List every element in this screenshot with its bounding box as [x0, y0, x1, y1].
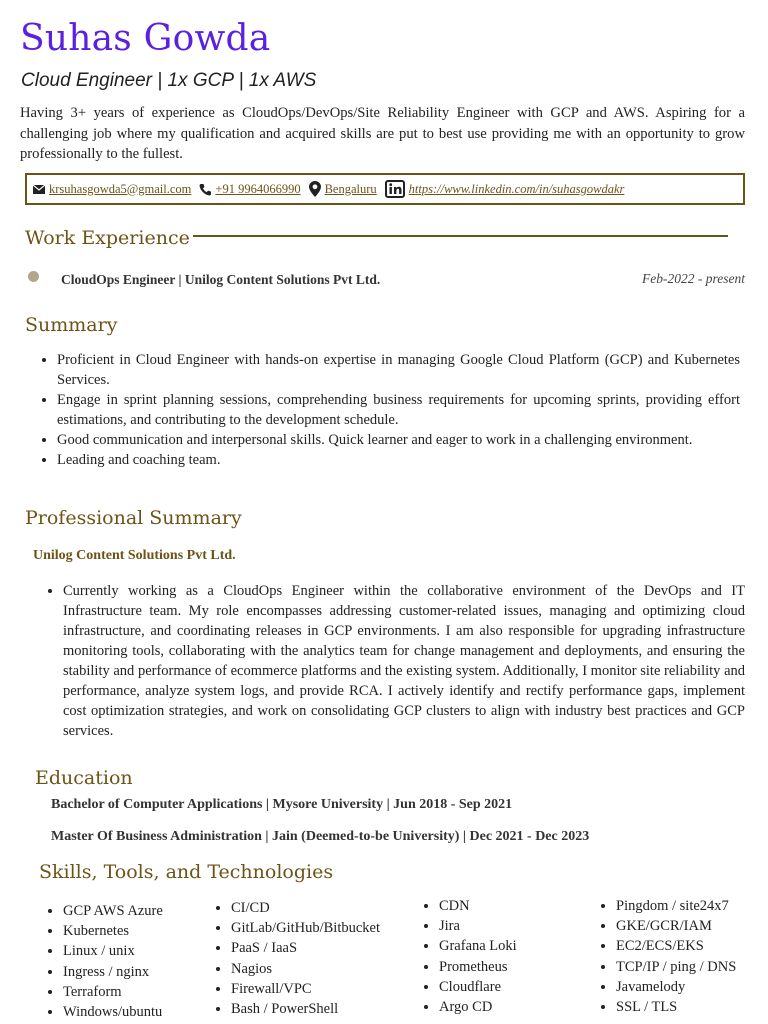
skill-item: • Ingress / nginx	[63, 962, 163, 982]
candidate-name: Suhas Gowda	[20, 18, 271, 59]
skill-item: • Firewall/VPC	[231, 979, 380, 999]
skill-item: • Windows/ubuntu	[63, 1002, 163, 1022]
skill-item: • Linux / unix	[63, 941, 163, 961]
skill-item: • CI/CD	[231, 898, 380, 918]
linkedin-icon	[385, 180, 405, 198]
skill-item: • EC2/ECS/EKS	[616, 936, 736, 956]
company-name: Unilog Content Solutions Pvt Ltd.	[33, 548, 236, 563]
intro-paragraph: Having 3+ years of experience as CloudOps/DevOps/Site Reliability Engineer with GCP and AWS. Aspiring for a challenging job where my qualification and acquired skills are put to best use providing me with an opportunity to grow professionally to the fullest.	[20, 105, 745, 162]
location-pin-icon	[309, 181, 321, 197]
list-item: • Proficient in Cloud Engineer with hands-on expertise in managing Google Cloud Platform (GCP) and Kubernetes Services.	[57, 350, 740, 390]
skill-item: • TCP/IP / ping / DNS	[616, 957, 736, 977]
skill-item: • GCP AWS Azure	[63, 901, 163, 921]
skill-item: • Argo CD	[439, 997, 517, 1017]
skill-item: • GitLab/GitHub/Bitbucket	[231, 918, 380, 938]
list-item: • Good communication and interpersonal skills. Quick learner and eager to work in a challenging environment.	[57, 430, 740, 450]
email-contact[interactable]	[33, 182, 191, 197]
list-item: • Engage in sprint planning sessions, comprehending business requirements for upcoming sprints, providing effort estimations, and contributing to the development schedule.	[57, 390, 740, 430]
skill-item: • GKE/GCR/IAM	[616, 916, 736, 936]
skill-item: • Cloudflare	[439, 977, 517, 997]
phone-contact[interactable]	[199, 182, 300, 197]
summary-list	[39, 350, 740, 470]
skills-column-4	[598, 896, 736, 1017]
linkedin-contact[interactable]	[385, 180, 625, 198]
skill-item: • Kubernetes	[63, 921, 163, 941]
skill-item: • Jira	[439, 916, 517, 936]
skills-heading: Skills, Tools, and Technologies	[39, 861, 334, 883]
job-title: CloudOps Engineer | Unilog Content Solutions Pvt Ltd.	[61, 272, 381, 287]
job-date: Feb-2022 - present	[642, 271, 745, 286]
professional-summary-heading: Professional Summary	[25, 507, 242, 529]
skill-item: • Javamelody	[616, 977, 736, 997]
skill-item: • Nagios	[231, 959, 380, 979]
education-heading: Education	[35, 767, 133, 789]
work-experience-heading: Work Experience	[25, 227, 190, 249]
education-entry: Master Of Business Administration | Jain (Deemed-to-be University) | Dec 2021 - Dec 2023	[51, 829, 590, 844]
section-divider	[193, 235, 728, 237]
location-contact	[309, 181, 377, 197]
list-item: • Currently working as a CloudOps Engineer within the collaborative environment of the DevOps and IT Infrastructure team. My role encompasses addressing customer-related issues, managing and optimizing cloud infrastructure, and coordinating releases in GCP environments. I am also responsible for upgrading infrastructure monitoring tools, collaborating with the analytics team for change management and deployments, and ensuring the stability and performance of ecommerce platforms and the existing system. Additionally, I monitor site reliability and performance, analyze system logs, and provide RCA. I actively identify and rectify performance gaps, implement cost optimization strategies, and work on consolidating GCP clusters to align with industry best practices and GCP services.	[63, 581, 745, 741]
skill-item: • Prometheus	[439, 957, 517, 977]
timeline-dot	[28, 271, 39, 282]
list-item: • Leading and coaching team.	[57, 450, 740, 470]
skill-item: • SSL / TLS	[616, 997, 736, 1017]
email-link[interactable]: krsuhasgowda5@gmail.com	[49, 181, 192, 196]
skills-column-1	[45, 901, 163, 1022]
summary-heading: Summary	[25, 314, 118, 336]
phone-icon	[199, 183, 211, 196]
skill-item: • Grafana Loki	[439, 936, 517, 956]
skills-column-3	[421, 896, 517, 1017]
mail-icon	[33, 185, 45, 194]
skills-column-2	[213, 898, 380, 1019]
candidate-role: Cloud Engineer | 1x GCP | 1x AWS	[21, 70, 317, 91]
linkedin-link[interactable]: https://www.linkedin.com/in/suhasgowdakr	[408, 181, 625, 196]
contact-bar	[25, 173, 745, 205]
skill-item: • Pingdom / site24x7	[616, 896, 736, 916]
skill-item: • Terraform	[63, 982, 163, 1002]
location-text: Bengaluru	[324, 181, 377, 196]
education-entry: Bachelor of Computer Applications | Mysore University | Jun 2018 - Sep 2021	[51, 797, 513, 812]
phone-link[interactable]: +91 9964066990	[215, 181, 301, 196]
professional-summary-list	[45, 581, 745, 741]
skill-item: • PaaS / IaaS	[231, 938, 380, 958]
skill-item: • Bash / PowerShell	[231, 999, 380, 1019]
skill-item: • CDN	[439, 896, 517, 916]
